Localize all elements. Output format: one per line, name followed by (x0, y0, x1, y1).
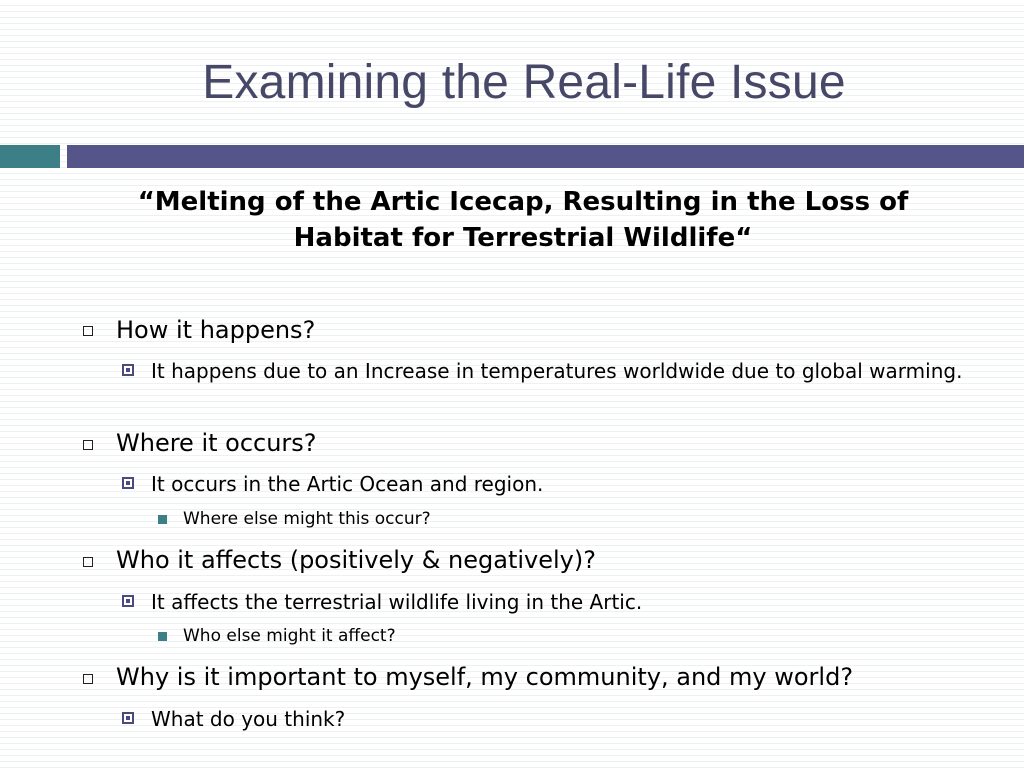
hollow-square-bullet-icon (83, 440, 93, 450)
framed-square-bullet-icon (122, 712, 134, 724)
filled-square-bullet-icon (158, 515, 167, 524)
framed-square-bullet-icon (122, 364, 134, 376)
bullet-item: Who else might it affect? (183, 626, 396, 646)
bullet-item: Where it occurs? (116, 429, 317, 457)
slide-title: Examining the Real-Life Issue (202, 56, 846, 109)
bullet-item: How it happens? (116, 316, 316, 344)
bullet-item: It happens due to an Increase in temperatures worldwide due to global warming. (151, 359, 963, 383)
bullet-item: Why is it important to myself, my community, and my world? (116, 663, 854, 691)
bullet-item: Who it affects (positively & negatively)? (116, 546, 596, 574)
bullet-item: Where else might this occur? (183, 509, 431, 529)
filled-square-bullet-icon (158, 632, 167, 641)
bullet-item: What do you think? (151, 707, 346, 731)
hollow-square-bullet-icon (83, 674, 93, 684)
framed-square-bullet-icon (122, 595, 134, 607)
bullet-item: It occurs in the Artic Ocean and region. (151, 472, 544, 496)
slide-heading: “Melting of the Artic Icecap, Resulting in the Loss of Habitat for Terrestrial Wildlife“ (137, 187, 909, 253)
hollow-square-bullet-icon (83, 326, 93, 336)
framed-square-bullet-icon (122, 477, 134, 489)
hollow-square-bullet-icon (83, 557, 93, 567)
bullet-item: It affects the terrestrial wildlife living in the Artic. (151, 590, 643, 614)
